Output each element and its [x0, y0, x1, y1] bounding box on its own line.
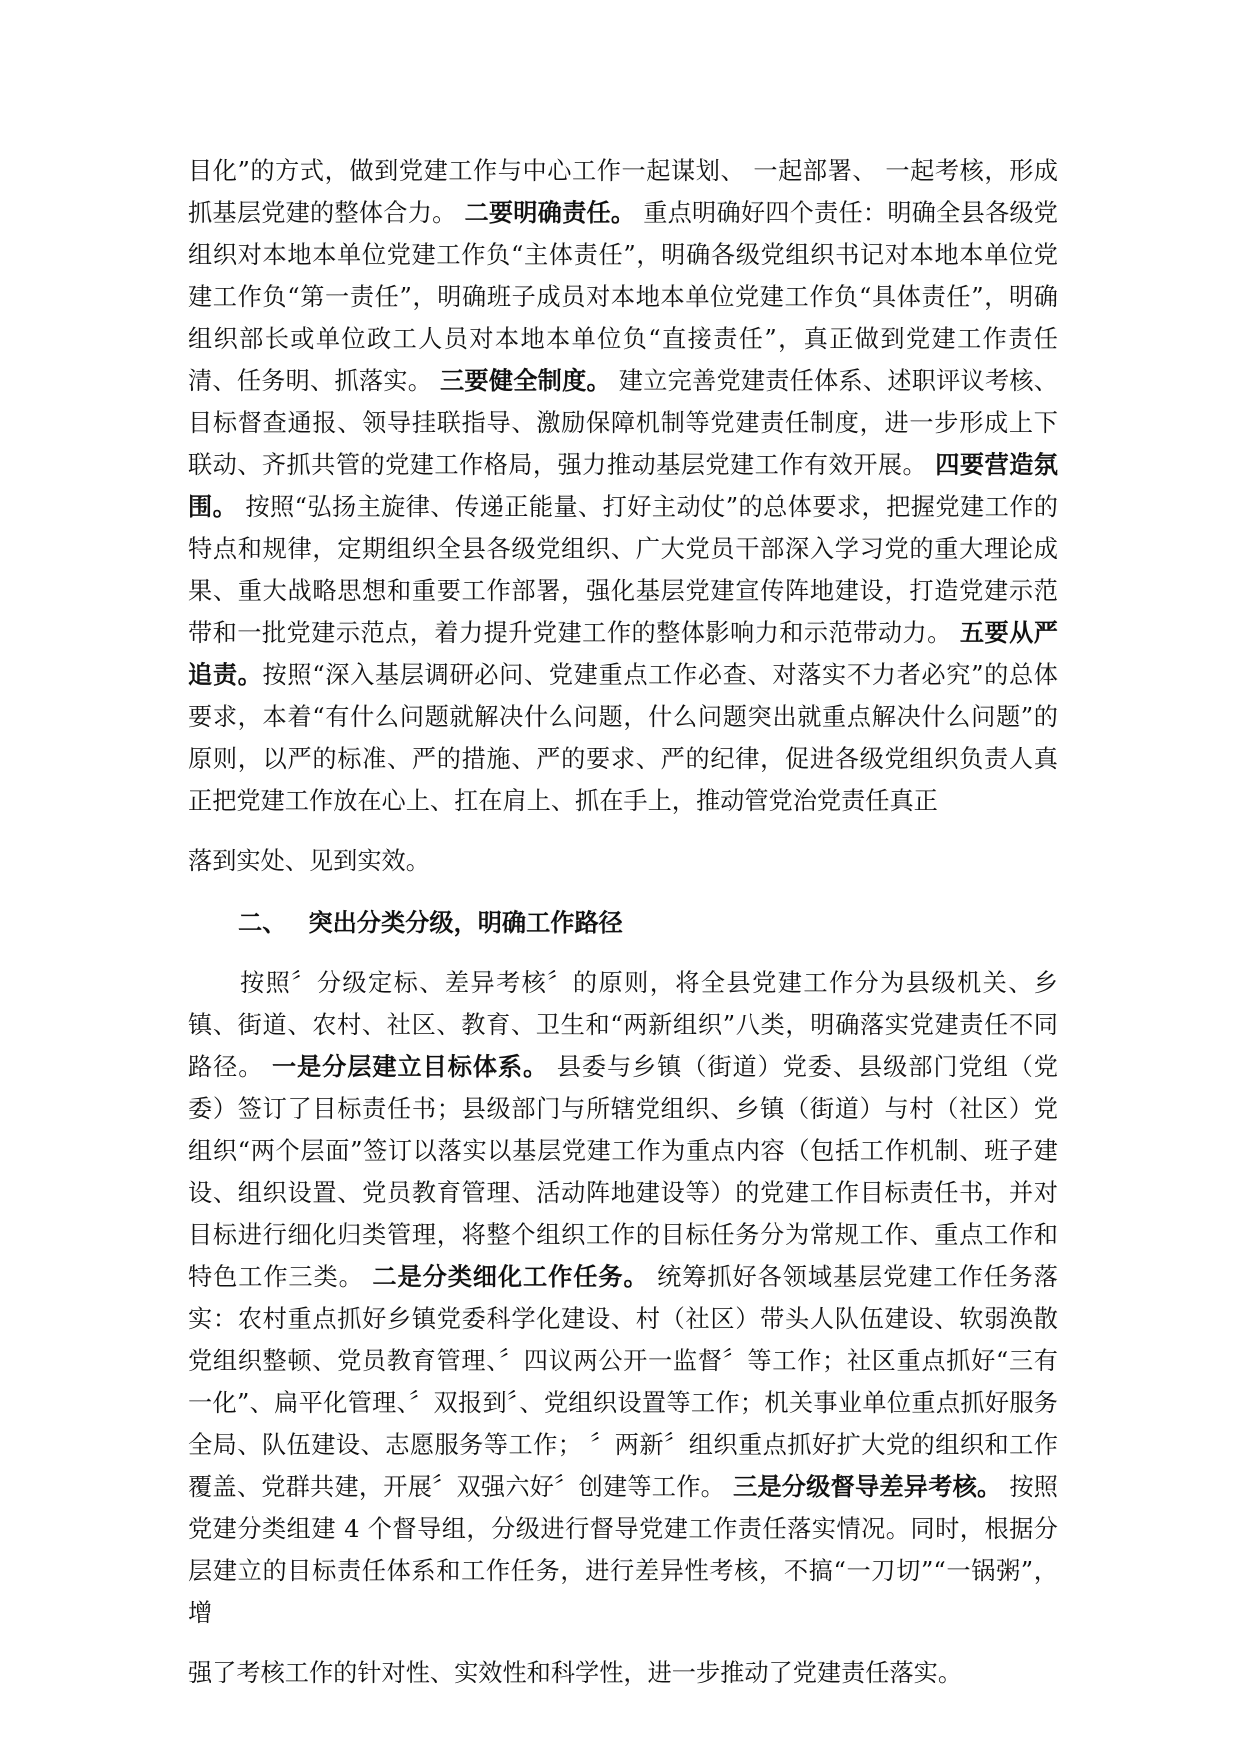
paragraph-responsibility-tail	[188, 840, 1058, 882]
body-text: 落到实处、见到实效。	[188, 847, 430, 875]
run-in-heading: 五要从严追责。	[188, 618, 1058, 689]
section-heading-number: 二、	[238, 908, 287, 937]
run-in-heading: 四要营造氛围。	[188, 450, 1058, 521]
run-in-heading: 二是分类细化工作任务。	[372, 1262, 649, 1291]
document-body	[188, 150, 1058, 1694]
body-text: 建立完善党建责任体系、述职评议考核、目标督查通报、领导挂联指导、激励保障机制等党建责任制度，进一步形成上下联动、齐抓共管的党建工作格局，强力推动基层党建工作有效开展。	[188, 367, 1058, 479]
body-text: 按照“弘扬主旋律、传递正能量、打好主动仗”的总体要求，把握党建工作的特点和规律，定期组织全县各级党组织、广大党员干部深入学习党的重大理论成果、重大战略思想和重要工作部署，强化基层党建宣传阵地建设，打造党建示范带和一批党建示范点，着力提升党建工作的整体影响力和示范带动力。	[188, 493, 1058, 647]
body-text: 按照党建分类组建 4 个督导组，分级进行督导党建工作责任落实情况。同时，根据分层建立的目标责任体系和工作任务，进行差异性考核，不搞“一刀切”“一锅粥”，增	[188, 1473, 1058, 1627]
body-text: 按照“深入基层调研必问、党建重点工作必查、对落实不力者必究”的总体要求，本着“有什么问题就解决什么问题，什么问题突出就重点解决什么问题”的原则，以严的标准、严的措施、严的要求、严的纪律，促进各级党组织负责人真正把党建工作放在心上、扛在肩上、抓在手上，推动管党治党责任真正	[188, 661, 1058, 815]
body-text: 按照〞分级定标、差异考核〞的原则，将全县党建工作分为县级机关、乡镇、街道、农村、社区、教育、卫生和“两新组织”八类，明确落实党建责任不同路径。	[188, 969, 1058, 1081]
body-text: 强了考核工作的针对性、实效性和科学性，进一步推动了党建责任落实。	[188, 1659, 963, 1687]
body-text: 重点明确好四个责任：明确全县各级党组织对本地本单位党建工作负“主体责任”，明确各级党组织书记对本地本单位党建工作负“第一责任”，明确班子成员对本地本单位党建工作负“具体责任”，明确组织部长或单位政工人员对本地本单位负“直接责任”，真正做到党建工作责任清、任务明、抓落实。	[188, 199, 1058, 395]
body-text: 统筹抓好各领域基层党建工作任务落实：农村重点抓好乡镇党委科学化建设、村（社区）带头人队伍建设、软弱涣散党组织整顿、党员教育管理、〞四议两公开一监督〞等工作；社区重点抓好“三有一化”、扁平化管理、〞双报到〞、党组织设置等工作；机关事业单位重点抓好服务全局、队伍建设、志愿服务等工作； 〞两新〞组织重点抓好扩大党的组织和工作覆盖、党群共建，开展〞双强六好〞创建等工作。	[188, 1263, 1058, 1501]
paragraph-classification-tail	[188, 1652, 1058, 1694]
run-in-heading: 三是分级督导差异考核。	[732, 1472, 1002, 1501]
paragraph-responsibility	[188, 150, 1058, 822]
body-text: 目化”的方式，做到党建工作与中心工作一起谋划、 一起部署、 一起考核，形成抓基层党建的整体合力。	[188, 157, 1058, 227]
section-heading	[188, 902, 1058, 944]
paragraph-classification	[188, 962, 1058, 1634]
body-text: 县委与乡镇（街道）党委、县级部门党组（党委）签订了目标责任书；县级部门与所辖党组织、乡镇（街道）与村（社区）党组织“两个层面”签订以落实以基层党建工作为重点内容（包括工作机制、班子建设、组织设置、党员教育管理、活动阵地建设等）的党建工作目标责任书，并对目标进行细化归类管理，将整个组织工作的目标任务分为常规工作、重点工作和特色工作三类。	[188, 1053, 1058, 1291]
run-in-heading: 三要健全制度。	[440, 366, 611, 395]
section-heading-title: 突出分类分级，明确工作路径	[308, 908, 623, 937]
run-in-heading: 二要明确责任。	[464, 198, 636, 227]
run-in-heading: 一是分层建立目标体系。	[271, 1052, 549, 1081]
